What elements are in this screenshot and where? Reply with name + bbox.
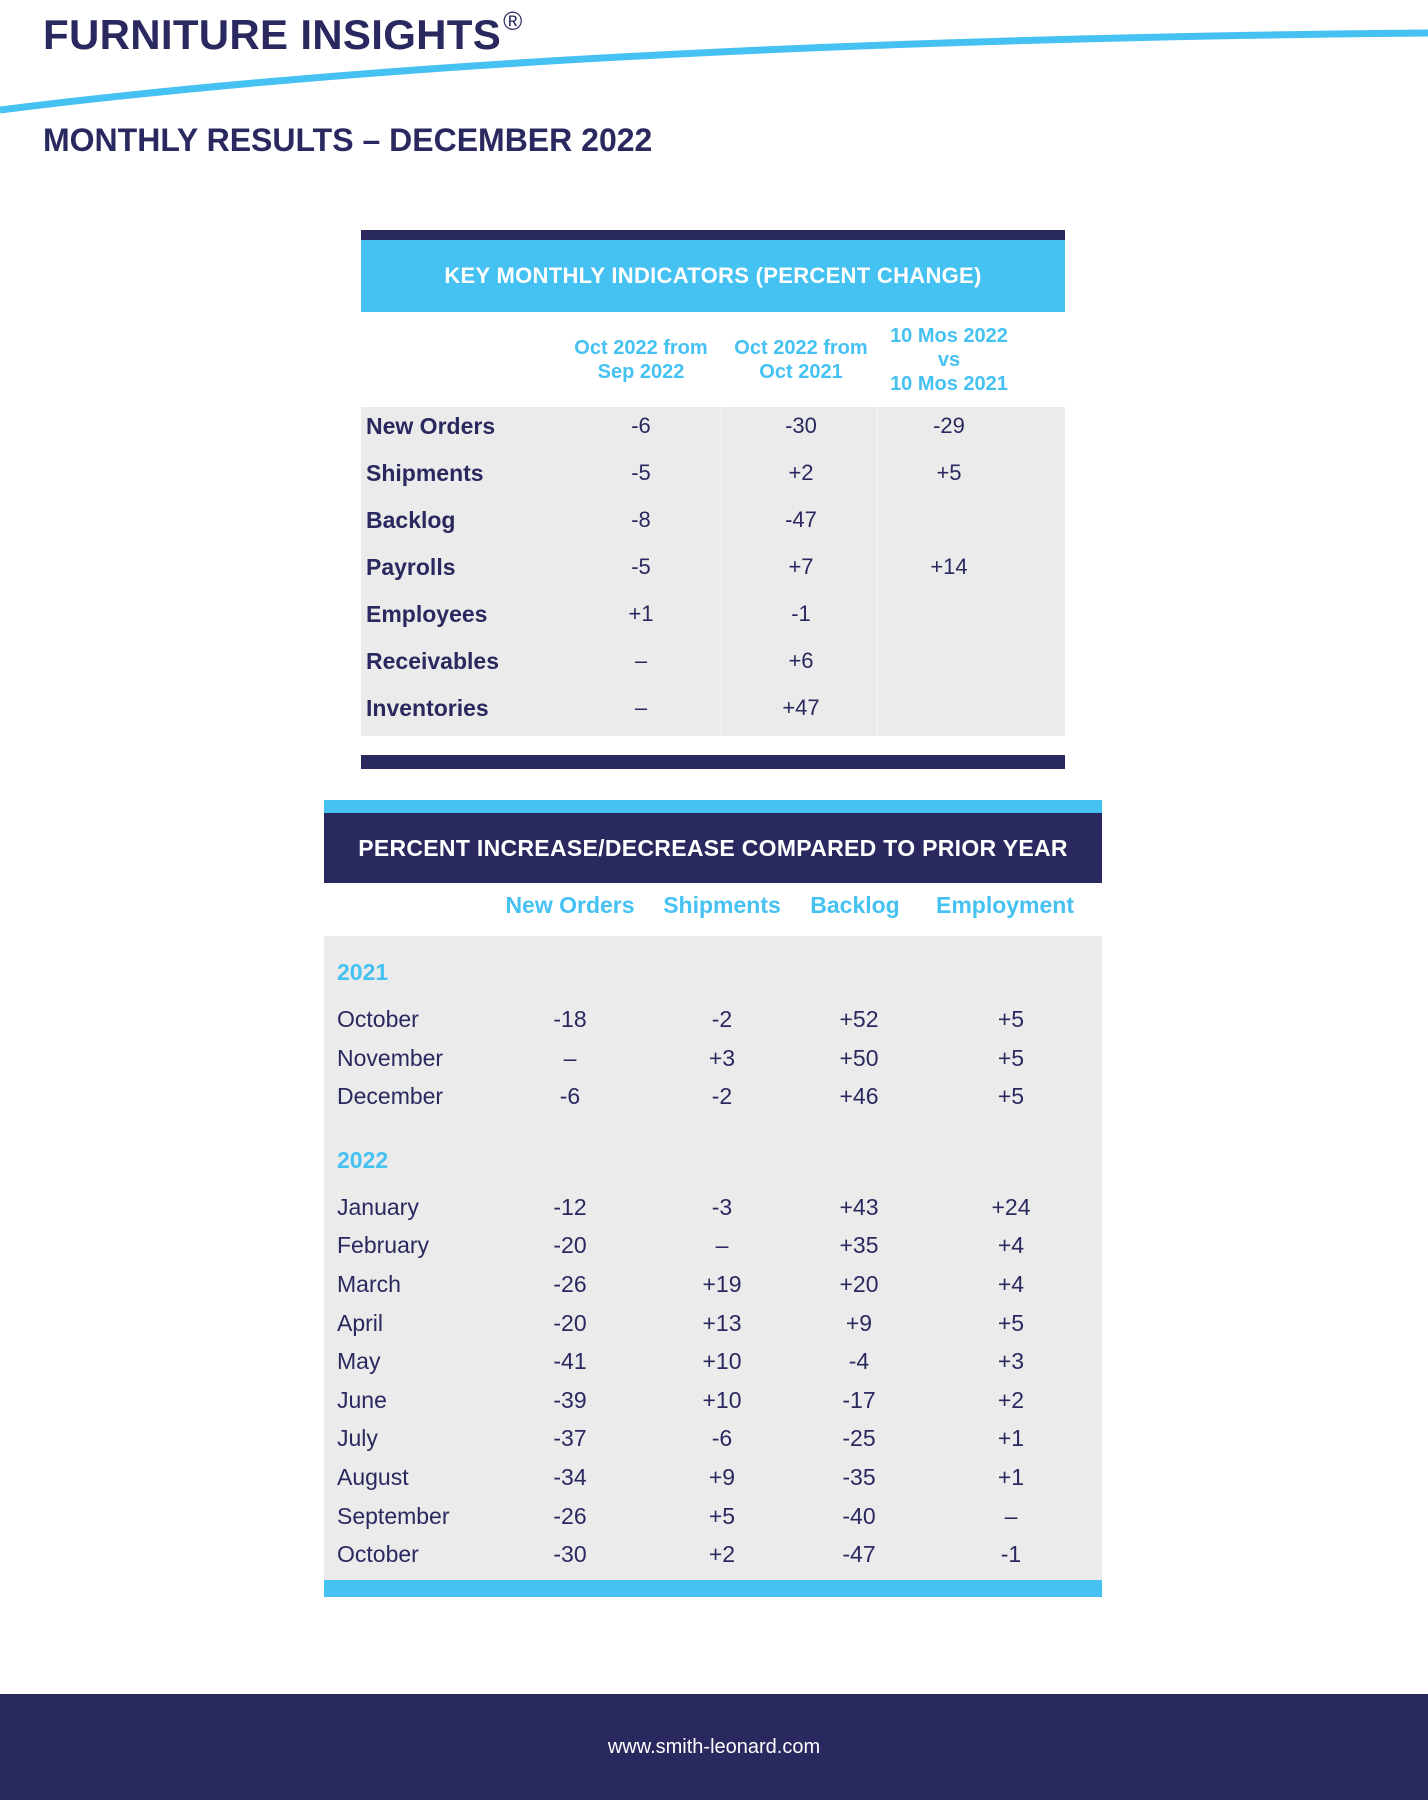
table-row <box>361 689 1065 736</box>
row-label: Backlog <box>366 507 456 533</box>
month-label: February <box>337 1232 430 1259</box>
row-value: -8 <box>631 507 651 532</box>
table-row <box>324 1535 1102 1574</box>
row-value: +4 <box>997 1232 1025 1259</box>
row-value: – <box>563 1044 577 1071</box>
page-subtitle: MONTHLY RESULTS – DECEMBER 2022 <box>43 122 653 158</box>
table-bottom-bar <box>324 1580 1102 1597</box>
column-header-line: vs <box>937 348 961 371</box>
table-row <box>324 1304 1102 1343</box>
footer <box>0 1694 1428 1800</box>
column-header-line: Oct 2022 from <box>734 336 868 359</box>
row-value <box>869 501 1029 548</box>
row-value: +7 <box>788 554 814 579</box>
month-label: September <box>337 1502 450 1529</box>
row-value: -3 <box>711 1193 733 1220</box>
key-indicators-table <box>361 230 1065 769</box>
row-value: -6 <box>559 1083 581 1110</box>
row-value: -25 <box>842 1425 876 1452</box>
row-value: -4 <box>848 1348 870 1375</box>
row-value: +10 <box>702 1348 742 1375</box>
month-label: January <box>337 1193 419 1220</box>
row-value: – <box>634 695 648 720</box>
table-row <box>324 1077 1102 1116</box>
row-value: +5 <box>997 1044 1025 1071</box>
row-value: -40 <box>842 1502 876 1529</box>
table-row <box>361 501 1065 548</box>
table-row <box>324 1000 1102 1039</box>
column-header: Employment <box>935 892 1075 918</box>
row-value: +1 <box>997 1463 1025 1490</box>
key-indicators-column-headers <box>361 312 1065 407</box>
table-row <box>324 1497 1102 1536</box>
row-value: +5 <box>997 1309 1025 1336</box>
column-header-line: 10 Mos 2022 <box>890 324 1008 347</box>
header-swoosh <box>0 0 1428 120</box>
table-row <box>324 1265 1102 1304</box>
table-row <box>361 642 1065 689</box>
row-value: -2 <box>711 1006 733 1032</box>
month-label: October <box>337 1006 419 1032</box>
row-value: -20 <box>553 1309 587 1336</box>
table-row <box>324 1039 1102 1078</box>
row-value: +1 <box>997 1425 1025 1452</box>
row-value: -17 <box>842 1386 876 1413</box>
table-row <box>361 407 1065 454</box>
row-value: +9 <box>708 1463 736 1490</box>
table-row <box>361 595 1065 642</box>
row-value: -30 <box>553 1541 587 1568</box>
row-label: Payrolls <box>366 554 456 580</box>
table-row <box>324 1188 1102 1227</box>
column-header <box>869 312 1029 407</box>
row-value: -26 <box>553 1502 587 1529</box>
row-value: -2 <box>711 1083 733 1110</box>
column-header-line: 10 Mos 2021 <box>890 372 1008 395</box>
prior-year-table <box>324 800 1102 1597</box>
row-value: +3 <box>708 1044 736 1071</box>
month-label: August <box>337 1463 409 1490</box>
column-header-line: Sep 2022 <box>597 360 685 383</box>
row-value: +2 <box>997 1386 1025 1413</box>
table-row <box>361 548 1065 595</box>
table-row <box>324 1342 1102 1381</box>
table-row <box>361 454 1065 501</box>
row-value: +4 <box>997 1270 1025 1297</box>
prior-year-column-headers <box>324 883 1102 936</box>
row-value: +3 <box>997 1348 1025 1375</box>
row-value <box>869 642 1029 689</box>
row-label: Employees <box>366 601 488 627</box>
row-value: – <box>1004 1502 1018 1529</box>
table-top-bar <box>361 230 1065 240</box>
table-top-bar <box>324 800 1102 813</box>
month-label: March <box>337 1270 401 1297</box>
row-value: -41 <box>553 1348 587 1375</box>
row-value: +52 <box>839 1006 879 1032</box>
row-value: -5 <box>631 554 651 579</box>
row-value: -6 <box>631 413 651 438</box>
row-value: +24 <box>991 1193 1031 1220</box>
row-value: +5 <box>997 1083 1025 1110</box>
row-value: +2 <box>708 1541 736 1568</box>
column-header <box>721 312 881 407</box>
table-row <box>324 1226 1102 1265</box>
year-heading: 2022 <box>337 1146 389 1173</box>
key-indicators-body <box>361 407 1065 736</box>
row-label: Shipments <box>366 460 484 486</box>
key-indicators-title: KEY MONTHLY INDICATORS (PERCENT CHANGE) <box>361 240 1065 312</box>
prior-year-title: PERCENT INCREASE/DECREASE COMPARED TO PRIOR YEAR <box>324 813 1102 883</box>
table-row <box>324 1458 1102 1497</box>
row-value: -1 <box>791 601 811 626</box>
row-value: +5 <box>936 460 962 485</box>
row-value: -6 <box>711 1425 733 1452</box>
row-value: -20 <box>553 1232 587 1259</box>
brand-name: FURNITURE INSIGHTS <box>43 11 502 58</box>
footer-url: www.smith-leonard.com <box>607 1735 821 1758</box>
row-value: +5 <box>997 1006 1025 1032</box>
table-row <box>324 1381 1102 1420</box>
row-value <box>869 689 1029 736</box>
prior-year-body <box>324 936 1102 1580</box>
month-label: April <box>337 1309 384 1336</box>
row-value: -34 <box>553 1463 587 1490</box>
row-value: -30 <box>785 413 817 438</box>
row-value: +20 <box>839 1270 879 1297</box>
year-heading: 2021 <box>337 959 389 985</box>
month-label: November <box>337 1044 444 1071</box>
month-label: May <box>337 1348 381 1375</box>
row-value: +10 <box>702 1386 742 1413</box>
registered-mark: ® <box>503 6 523 36</box>
row-value: +19 <box>702 1270 742 1297</box>
row-value: -5 <box>631 460 651 485</box>
row-label: Receivables <box>366 648 499 674</box>
row-value: -12 <box>553 1193 587 1220</box>
row-value: +47 <box>782 695 820 720</box>
row-value: -29 <box>933 413 965 438</box>
row-value: -26 <box>553 1270 587 1297</box>
month-label: July <box>337 1425 378 1452</box>
column-header-line: Oct 2021 <box>759 360 843 383</box>
row-value: +1 <box>628 601 654 626</box>
row-value: +43 <box>839 1193 879 1220</box>
row-value: +6 <box>788 648 814 673</box>
group-spacer <box>324 1116 1102 1132</box>
row-label: Inventories <box>366 695 489 721</box>
column-header: New Orders <box>505 892 635 918</box>
row-value: -18 <box>553 1006 587 1032</box>
row-value: +46 <box>839 1083 879 1110</box>
table-row <box>324 1419 1102 1458</box>
row-value: -47 <box>785 507 817 532</box>
month-label: June <box>337 1386 387 1413</box>
row-value: – <box>634 648 648 673</box>
row-value: – <box>715 1232 729 1259</box>
row-value: +9 <box>845 1309 873 1336</box>
column-header: Shipments <box>663 892 781 918</box>
row-label: New Orders <box>366 413 496 439</box>
row-value: -35 <box>842 1463 876 1490</box>
row-value: +50 <box>839 1044 879 1071</box>
table-bottom-bar <box>361 755 1065 769</box>
row-value: -1 <box>1000 1541 1022 1568</box>
row-value: +14 <box>930 554 968 579</box>
row-value: +13 <box>702 1309 742 1336</box>
column-header <box>561 312 721 407</box>
column-header-line: Oct 2022 from <box>574 336 708 359</box>
row-value: -39 <box>553 1386 587 1413</box>
row-value: +35 <box>839 1232 879 1259</box>
column-header: Backlog <box>810 892 900 918</box>
month-label: October <box>337 1541 419 1568</box>
row-value: +5 <box>708 1502 736 1529</box>
row-value: +2 <box>788 460 814 485</box>
row-value <box>869 595 1029 642</box>
row-value: -37 <box>553 1425 587 1452</box>
row-value: -47 <box>842 1541 876 1568</box>
month-label: December <box>337 1083 444 1110</box>
